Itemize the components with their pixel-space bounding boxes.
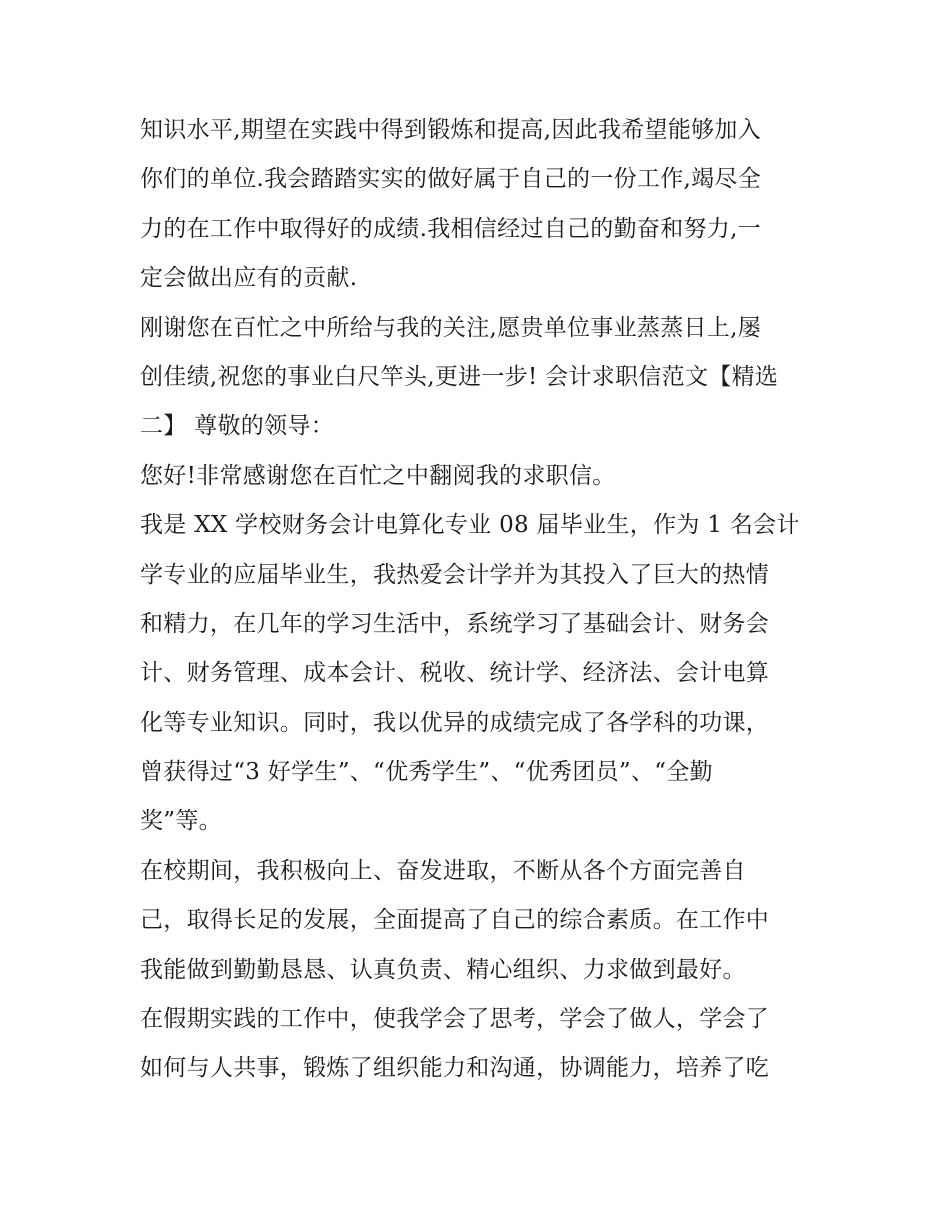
- text-line: 我是 XX 学校财务会计电算化专业 08 届毕业生，作为 1 名会计: [140, 512, 800, 539]
- text-line: 奖”等。: [140, 808, 222, 835]
- text-line: 定会做出应有的贡献.: [140, 265, 358, 292]
- text-line: 我能做到勤勤恳恳、认真负责、精心组织、力求做到最好。: [140, 956, 746, 983]
- text-line: 己，取得长足的发展，全面提高了自己的综合素质。在工作中: [140, 907, 770, 934]
- text-line: 二】 尊敬的领导：: [140, 413, 335, 440]
- text-line: 如何与人共事，锻炼了组织能力和沟通，协调能力，培养了吃: [140, 1055, 770, 1082]
- text-line: 知识水平,期望在实践中得到锻炼和提高,因此我希望能够加入: [140, 117, 762, 143]
- text-line: 计、财务管理、成本会计、税收、统计学、经济法、会计电算: [140, 660, 770, 687]
- text-line: 和精力，在几年的学习生活中，系统学习了基础会计、财务会: [140, 610, 770, 637]
- text-line: 刚谢您在百忙之中所给与我的关注,愿贵单位事业蒸蒸日上,屡: [140, 314, 762, 341]
- text-line: 创佳绩,祝您的事业白尺竿头,更进一步! 会计求职信范文【精选: [140, 363, 779, 390]
- text-line: 化等专业知识。同时，我以优异的成绩完成了各学科的功课，: [140, 709, 770, 736]
- document-body: [140, 106, 820, 1094]
- text-line: 曾获得过“3 好学生”、“优秀学生”、“优秀团员”、“全勤: [140, 759, 713, 786]
- text-line: 在假期实践的工作中，使我学会了思考，学会了做人，学会了: [140, 1006, 770, 1033]
- text-line: 你们的单位.我会踏踏实实的做好属于自己的一份工作,竭尽全: [140, 166, 762, 193]
- text-line: 在校期间，我积极向上、奋发进取，不断从各个方面完善自: [140, 857, 746, 884]
- text-line: 力的在工作中取得好的成绩.我相信经过自己的勤奋和努力,一: [140, 215, 762, 242]
- text-line: 您好!非常感谢您在百忙之中翻阅我的求职信。: [140, 462, 616, 489]
- text-line: 学专业的应届毕业生，我热爱会计学并为其投入了巨大的热情: [140, 561, 770, 588]
